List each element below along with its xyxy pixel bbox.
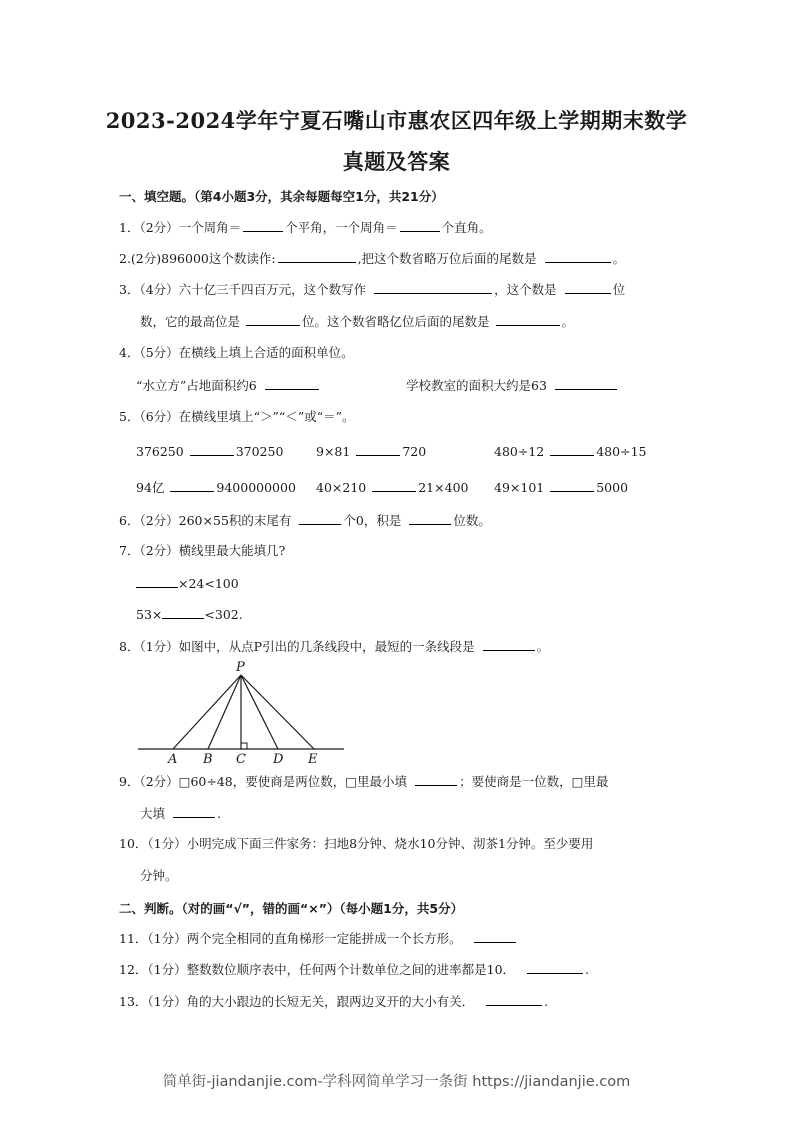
answer-blank[interactable] [356, 443, 400, 456]
compare-item-3 [494, 443, 646, 460]
q9-text-a: 9．（2分）□60÷48，要使商是两位数，□里最小填 [119, 774, 408, 789]
q3-text-d: 数，它的最高位是 [140, 314, 241, 329]
question-3 [119, 281, 625, 298]
question-2 [119, 250, 625, 267]
section2-heading: 二、判断。（对的画“√”，错的画“×”）（每小题1分，共5分） [119, 901, 464, 916]
q7-text-d: <302. [204, 607, 243, 622]
q3-text-f: 。 [561, 314, 575, 329]
q6-text-c: 位数。 [453, 513, 491, 528]
answer-blank[interactable] [474, 930, 516, 943]
answer-blank[interactable] [550, 479, 594, 492]
q8-text-a: 8．（1分）如图中，从点P引出的几条线段中，最短的一条线段是 [119, 639, 475, 654]
answer-blank[interactable] [265, 377, 319, 390]
answer-blank[interactable] [162, 606, 204, 619]
compare-item-1 [136, 443, 283, 460]
q13-end: . [544, 994, 549, 1009]
answer-blank[interactable] [545, 250, 611, 263]
compare-left: 480÷12 [494, 444, 545, 459]
compare-left: 9×81 [316, 444, 351, 459]
question-6 [119, 512, 491, 529]
q8-text-b: 。 [536, 639, 550, 654]
answer-blank[interactable] [243, 219, 283, 232]
q3-text-b: ，这个数是 [494, 282, 557, 297]
compare-left: 376250 [136, 444, 184, 459]
answer-blank[interactable] [299, 512, 341, 525]
answer-blank[interactable] [415, 773, 457, 786]
question-9-cont [140, 805, 221, 822]
question-10-cont: 分钟。 [140, 868, 178, 883]
question-12 [119, 961, 589, 978]
q4-text-c: 学校教室的面积大约是63 [406, 378, 547, 393]
answer-blank[interactable] [278, 250, 356, 263]
compare-left: 40×210 [316, 480, 367, 495]
q11-text: 11．（1分）两个完全相同的直角梯形一定能拼成一个长方形。 [119, 931, 462, 946]
q13-text: 13．（1分）角的大小跟边的长短无关，跟两边叉开的大小有关． [119, 994, 475, 1009]
question-7-part1 [136, 575, 239, 592]
answer-blank[interactable] [246, 313, 300, 326]
question-10: 10．（1分）小明完成下面三件家务：扫地8分钟、烧水10分钟、沏茶1分钟。至少要用 [119, 836, 594, 851]
answer-blank[interactable] [372, 479, 416, 492]
answer-blank[interactable] [136, 575, 178, 588]
compare-right: 9400000000 [216, 480, 296, 495]
compare-right: 5000 [596, 480, 629, 495]
answer-blank[interactable] [374, 281, 492, 294]
question-7: 7．（2分）横线里最大能填几? [119, 543, 286, 558]
question-3-cont [140, 313, 574, 330]
compare-right: 370250 [235, 444, 284, 459]
label-d: D [273, 752, 284, 766]
question-4-part1 [136, 377, 321, 394]
question-11 [119, 930, 518, 947]
q9-text-d: . [217, 806, 221, 821]
q2-text-c: 。 [612, 251, 626, 266]
answer-blank[interactable] [565, 281, 611, 294]
q1-text-c: 个直角。 [441, 220, 492, 235]
compare-right: 720 [402, 444, 427, 459]
answer-blank[interactable] [170, 479, 214, 492]
q12-text: 12．（1分）整数数位顺序表中，任何两个计数单位之间的进率都是10． [119, 962, 516, 977]
answer-blank[interactable] [190, 443, 234, 456]
question-1 [119, 219, 492, 236]
question-8 [119, 638, 549, 655]
q9-text-c: 大填 [140, 806, 166, 821]
q3-text-e: 位。这个数省略亿位后面的尾数是 [302, 314, 490, 329]
answer-blank[interactable] [486, 993, 542, 1006]
question-4: 4．（5分）在横线上填上合适的面积单位。 [119, 345, 354, 360]
answer-blank[interactable] [483, 638, 535, 651]
q9-text-b: ；要使商是一位数，□里最 [459, 774, 609, 789]
q6-text-b: 个0，积是 [343, 513, 402, 528]
document-title-line2: 真题及答案 [342, 149, 451, 174]
q2-text-b: ,把这个数省略万位后面的尾数是 [357, 251, 537, 266]
compare-left: 49×101 [494, 480, 545, 495]
question-4-part2 [406, 377, 619, 394]
q12-end: . [585, 962, 590, 977]
label-b: B [203, 752, 213, 766]
compare-item-4 [136, 479, 296, 496]
compare-right: 480÷15 [596, 444, 647, 459]
document-title-line1: 2023-2024学年宁夏石嘴山市惠农区四年级上学期期末数学 [105, 108, 688, 133]
label-c: C [236, 752, 246, 766]
compare-item-2 [316, 443, 426, 460]
q6-text-a: 6．（2分）260×55积的末尾有 [119, 513, 292, 528]
q3-text-a: 3．（4分）六十亿三千四百万元，这个数写作 [119, 282, 367, 297]
answer-blank[interactable] [496, 313, 560, 326]
q1-text-a: 1．（2分）一个周角＝ [119, 220, 242, 235]
compare-item-5 [316, 479, 468, 496]
compare-right: 21×400 [418, 480, 469, 495]
question-13 [119, 993, 548, 1010]
question-9 [119, 773, 608, 790]
q4-text-b: “水立方”占地面积约6 [136, 378, 257, 393]
answer-blank[interactable] [527, 961, 583, 974]
compare-item-6 [494, 479, 628, 496]
question-7-part2 [136, 606, 243, 623]
answer-blank[interactable] [173, 805, 215, 818]
answer-blank[interactable] [550, 443, 594, 456]
footer-watermark: 简单街-jiandanjie.com-学科网简单学习一条街 https://jiandanjie.com [162, 1074, 631, 1090]
answer-blank[interactable] [409, 512, 451, 525]
q1-text-b: 个平角，一个周角＝ [285, 220, 398, 235]
question-5: 5．（6分）在横线里填上“＞”“＜”或“＝”。 [119, 409, 355, 424]
geometry-figure [136, 658, 346, 766]
q7-text-b: ×24<100 [178, 576, 239, 591]
answer-blank[interactable] [400, 219, 440, 232]
label-e: E [308, 752, 318, 766]
q3-text-c: 位 [612, 282, 626, 297]
label-p: P [236, 660, 245, 675]
section1-heading: 一、填空题。（第4小题3分，其余每题每空1分，共21分） [119, 189, 444, 204]
q7-text-c: 53× [136, 607, 163, 622]
q2-text-a: 2.(2分)896000这个数读作: [119, 251, 276, 266]
answer-blank[interactable] [555, 377, 617, 390]
compare-left: 94亿 [136, 480, 165, 495]
label-a: A [168, 752, 178, 766]
